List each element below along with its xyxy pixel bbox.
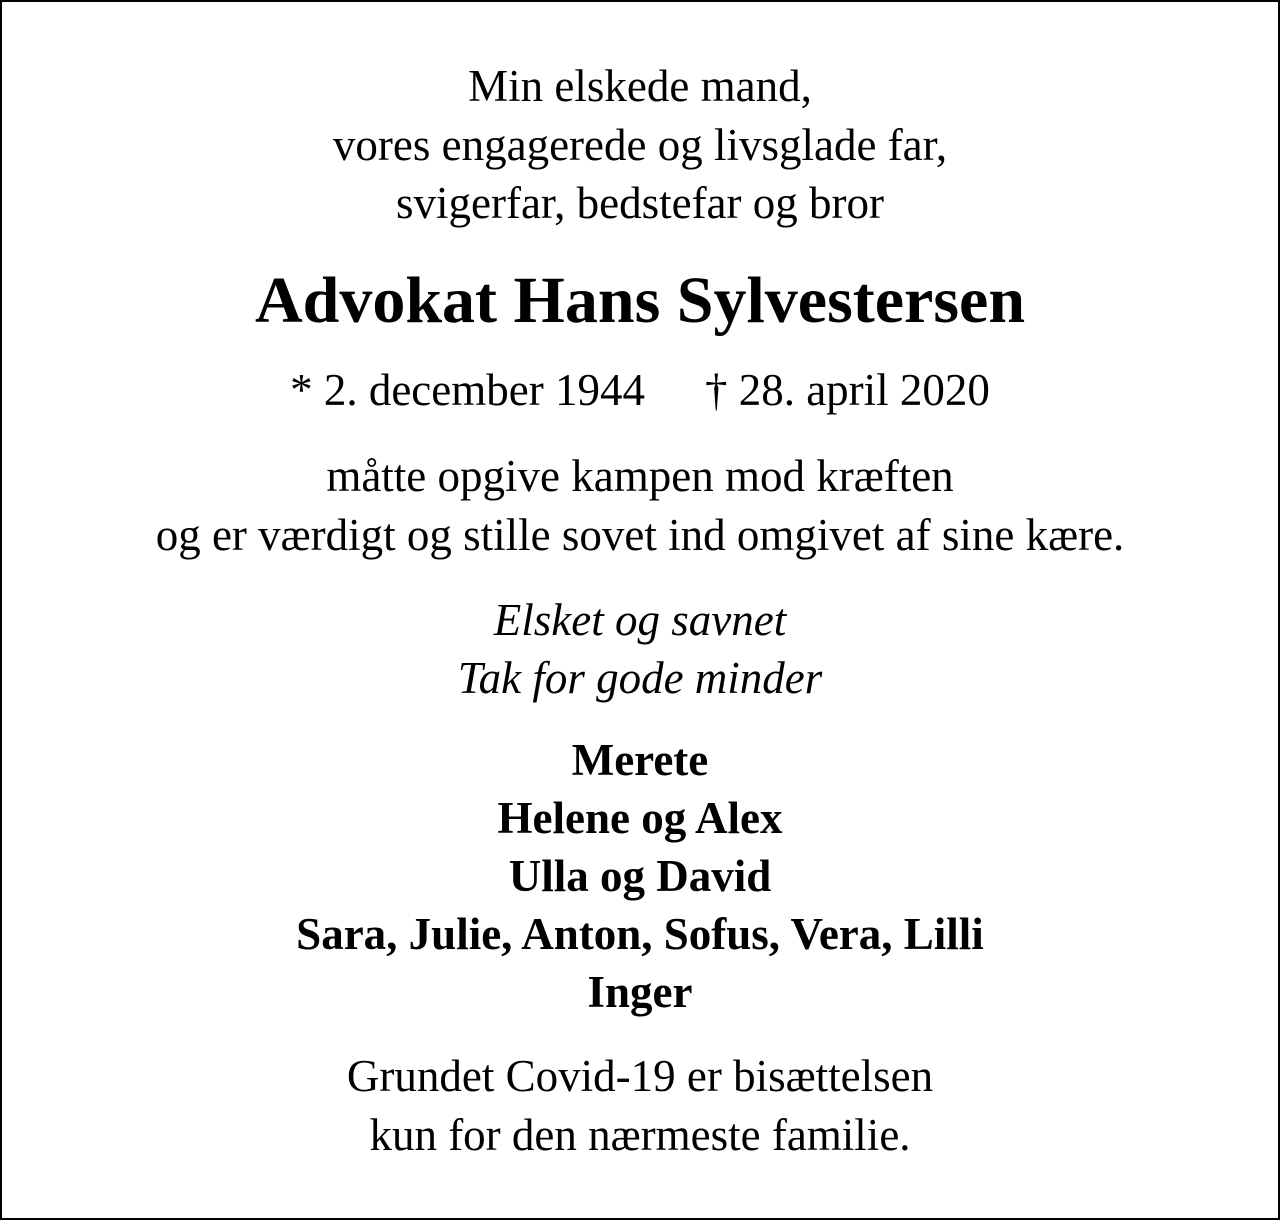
footer-line-1: Grundet Covid-19 er bisættelsen [346,1051,934,1101]
footer-line-2: kun for den nærmeste familie. [369,1110,911,1160]
family-line-1: Merete [571,735,709,785]
body-line-2: og er værdigt og stille sovet ind omgivet af sine kære. [155,510,1125,560]
death-date: † 28. april 2020 [704,365,990,415]
intro-line-3: svigerfar, bedstefar og bror [396,178,884,228]
birth-date: * 2. december 1944 [290,365,645,415]
intro-line-1: Min elskede mand, [468,61,812,111]
life-dates [2,365,1278,415]
deceased-name: Advokat Hans Sylvestersen [254,264,1026,337]
verse-line-1: Elsket og savnet [493,595,787,645]
family-line-5: Inger [587,967,693,1017]
body-line-1: måtte opgive kampen mod kræften [326,451,954,501]
family-line-4: Sara, Julie, Anton, Sofus, Vera, Lilli [296,909,984,959]
intro-line-2: vores engagerede og livsglade far, [332,120,948,170]
verse-line-2: Tak for gode minder [457,653,823,703]
family-line-3: Ulla og David [508,851,772,901]
family-line-2: Helene og Alex [497,793,783,843]
